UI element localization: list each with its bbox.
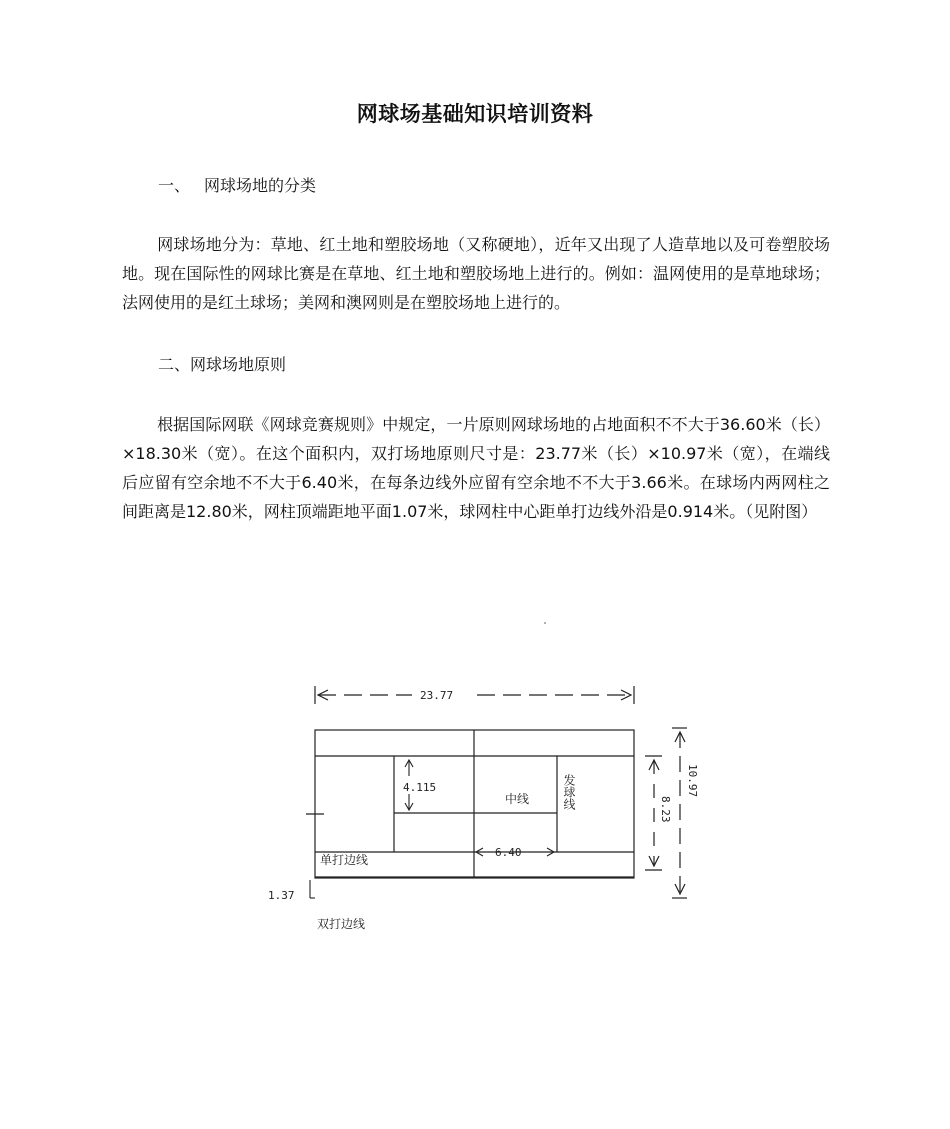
document-title: 网球场基础知识培训资料 (356, 102, 594, 126)
singles-width-label: 8.23 (659, 796, 672, 823)
section2-paragraph (122, 410, 830, 526)
section2-heading: 二、网球场地原则 (158, 355, 287, 374)
tennis-court-diagram (262, 676, 702, 941)
alley-dimension (310, 880, 315, 898)
stray-dot (544, 622, 546, 624)
center-line-label: 中线 (505, 792, 530, 806)
section1-heading (158, 173, 316, 196)
section2-paragraph-text: 根据国际网联《网球竞赛规则》中规定，一片原则网球场地的占地面积不不大于36.60米（长）×18.30米（宽）。在这个面积内，双打场地原则尺寸是：23.77米（长）×10.97米（宽），在端线后应留有空余地不不大于6.40米，在每条边线外应留有空余地不不大于3.66米。在球场内两网柱之间距离是12.80米，网柱顶端距地平面1.07米，球网柱中心距单打边线外沿是0.914米。（见附图） (122, 415, 830, 521)
singles-sideline-label: 单打边线 (320, 853, 369, 867)
service-line-distance-label: 6.40 (495, 846, 522, 859)
section1-heading-text: 网球场地的分类 (204, 176, 317, 195)
doubles-width-label: 10.97 (686, 764, 699, 798)
doubles-sideline-label: 双打边线 (317, 917, 366, 931)
alley-label: 1.37 (268, 889, 295, 902)
length-dimension (315, 686, 634, 704)
service-line-label: 发球线 (562, 774, 576, 810)
section1-paragraph-text: 网球场地分为：草地、红土地和塑胶场地（又称硬地），近年又出现了人造草地以及可卷塑胶场地。现在国际性的网球比赛是在草地、红土地和塑胶场地上进行的。例如：温网使用的是草地球场；法网使用的是红土球场；美网和澳网则是在塑胶场地上进行的。 (122, 235, 830, 312)
length-label: 23.77 (420, 689, 454, 702)
section1-paragraph (122, 230, 830, 317)
service-depth-label: 4.115 (403, 781, 437, 794)
section1-number: 一、 (158, 176, 191, 195)
width-dimension (672, 728, 687, 898)
